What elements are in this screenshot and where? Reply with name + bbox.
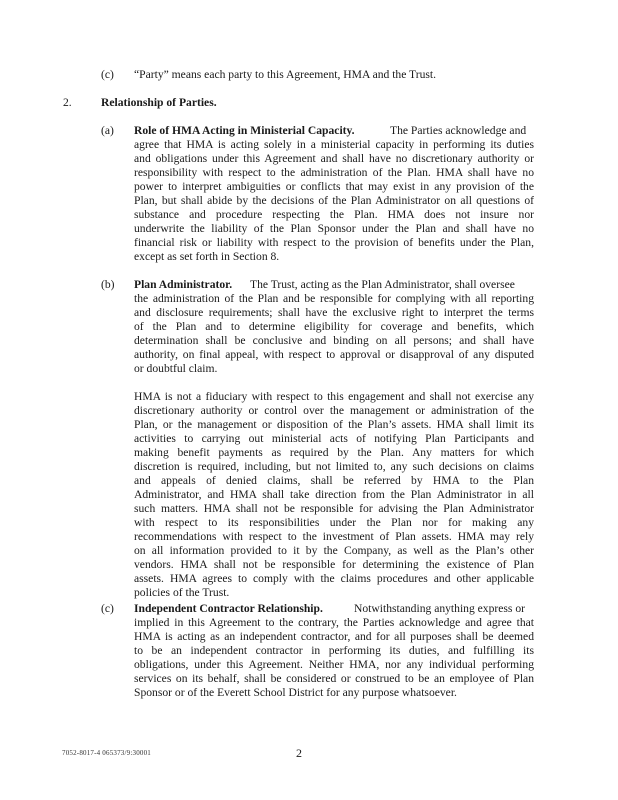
paragraph-line: financial risk or liability with respect to the provision of benefits under the Plan, xyxy=(134,236,534,249)
paragraph-line: HMA is acting as an independent contractor, and for all purposes shall be deemed xyxy=(134,630,534,643)
paragraph-line: and obligations under this Agreement and shall have no discretionary authority or xyxy=(134,152,534,165)
section-number: 2. xyxy=(63,96,72,109)
paragraph-line: and appeals of denied claims, shall be referred by HMA to the Plan xyxy=(134,474,534,487)
paragraph-line: Administrator, and HMA shall take direction from the Plan Administrator in all xyxy=(134,488,534,501)
paragraph-line: recommendations with respect to the investment of Plan assets. HMA may rely xyxy=(134,530,534,543)
item-heading: Role of HMA Acting in Ministerial Capacity. xyxy=(134,124,355,137)
paragraph-line: making benefit payments as required by the Plan. Any matters for which xyxy=(134,446,534,459)
paragraph-line: agree that HMA is acting solely in a ministerial capacity in performing its duties xyxy=(134,138,534,151)
paragraph-line: or doubtful claim. xyxy=(134,362,218,375)
section-title: Relationship of Parties. xyxy=(101,96,217,109)
paragraph-line: vendors. HMA shall not be responsible for determining the existence of Plan xyxy=(134,558,534,571)
item-label: (a) xyxy=(101,124,114,137)
item-label: (c) xyxy=(101,68,114,81)
item-label: (b) xyxy=(101,278,115,291)
paragraph-line: The Parties acknowledge and xyxy=(390,124,527,137)
paragraph-line: obligations, under this Agreement. Neither HMA, nor any individual performing xyxy=(134,658,534,671)
item-heading: Independent Contractor Relationship. xyxy=(134,602,323,615)
paragraph-line: The Trust, acting as the Plan Administrator, shall oversee xyxy=(250,278,515,291)
paragraph-line: implied in this Agreement to the contrary, the Parties acknowledge and agree that xyxy=(134,616,534,629)
definition-text: “Party” means each party to this Agreement, HMA and the Trust. xyxy=(134,68,437,81)
paragraph-line: authority, on final appeal, with respect to approval or disapproval of any disputed xyxy=(134,348,534,361)
paragraph-line: power to interpret ambiguities or conflicts that may exist in any provision of the xyxy=(134,180,534,193)
paragraph-line: discretionary authority or control over the management or administration of the xyxy=(134,404,534,417)
paragraph-line: with respect to its responsibilities under the Plan nor for making any xyxy=(134,516,534,529)
footer-document-id: 7052-8017-4 065373/9:30001 xyxy=(62,749,152,757)
paragraph-line: Notwithstanding anything express or xyxy=(354,602,525,615)
paragraph-line: HMA is not a fiduciary with respect to this engagement and shall not exercise any xyxy=(134,390,534,403)
paragraph-line: to be an independent contractor in performing its duties, and fulfilling its xyxy=(134,644,534,657)
paragraph-line: such matters. HMA shall not be responsible for advising the Plan Administrator xyxy=(134,502,534,515)
paragraph-line: services on its behalf, shall be considered or construed to be an employee of Plan xyxy=(134,672,534,685)
page-number: 2 xyxy=(296,746,302,760)
paragraph-line: determination shall be conclusive and binding on all persons; and shall have xyxy=(134,334,534,347)
paragraph-line: of the Plan and to determine eligibility for coverage and benefits, which xyxy=(134,320,534,333)
paragraph-line: discretion is required, including, but not limited to, any such decisions on claims xyxy=(134,460,534,473)
paragraph-line: underwrite the liability of the Plan Sponsor under the Plan and shall have no xyxy=(134,222,534,235)
paragraph-line: substance and procedure respecting the Plan. HMA does not insure nor xyxy=(134,208,534,221)
paragraph-line: except as set forth in Section 8. xyxy=(134,250,280,263)
item-label: (c) xyxy=(101,602,114,615)
paragraph-line: Plan, but shall abide by the decisions of the Plan Administrator on all questions of xyxy=(134,194,534,207)
paragraph-line: assets. HMA agrees to comply with the claims procedures and other applicable xyxy=(134,572,534,585)
paragraph-line: responsibility with respect to the administration of the Plan. HMA shall have no xyxy=(134,166,534,179)
paragraph-line: Plan, or the management or disposition of the Plan’s assets. HMA shall limit its xyxy=(134,418,534,431)
paragraph-line: policies of the Trust. xyxy=(134,586,230,599)
paragraph-line: activities to carrying out ministerial acts of notifying Plan Participants and xyxy=(134,432,534,445)
item-heading: Plan Administrator. xyxy=(134,278,233,291)
paragraph-line: the administration of the Plan and be responsible for complying with all reporting xyxy=(134,292,534,305)
paragraph-line: and disclosure requirements; shall have the exclusive right to interpret the terms xyxy=(134,306,534,319)
paragraph-line: Sponsor or of the Everett School District for any purpose whatsoever. xyxy=(134,686,457,699)
paragraph-line: on all information provided to it by the Company, as well as the Plan’s other xyxy=(134,544,534,557)
